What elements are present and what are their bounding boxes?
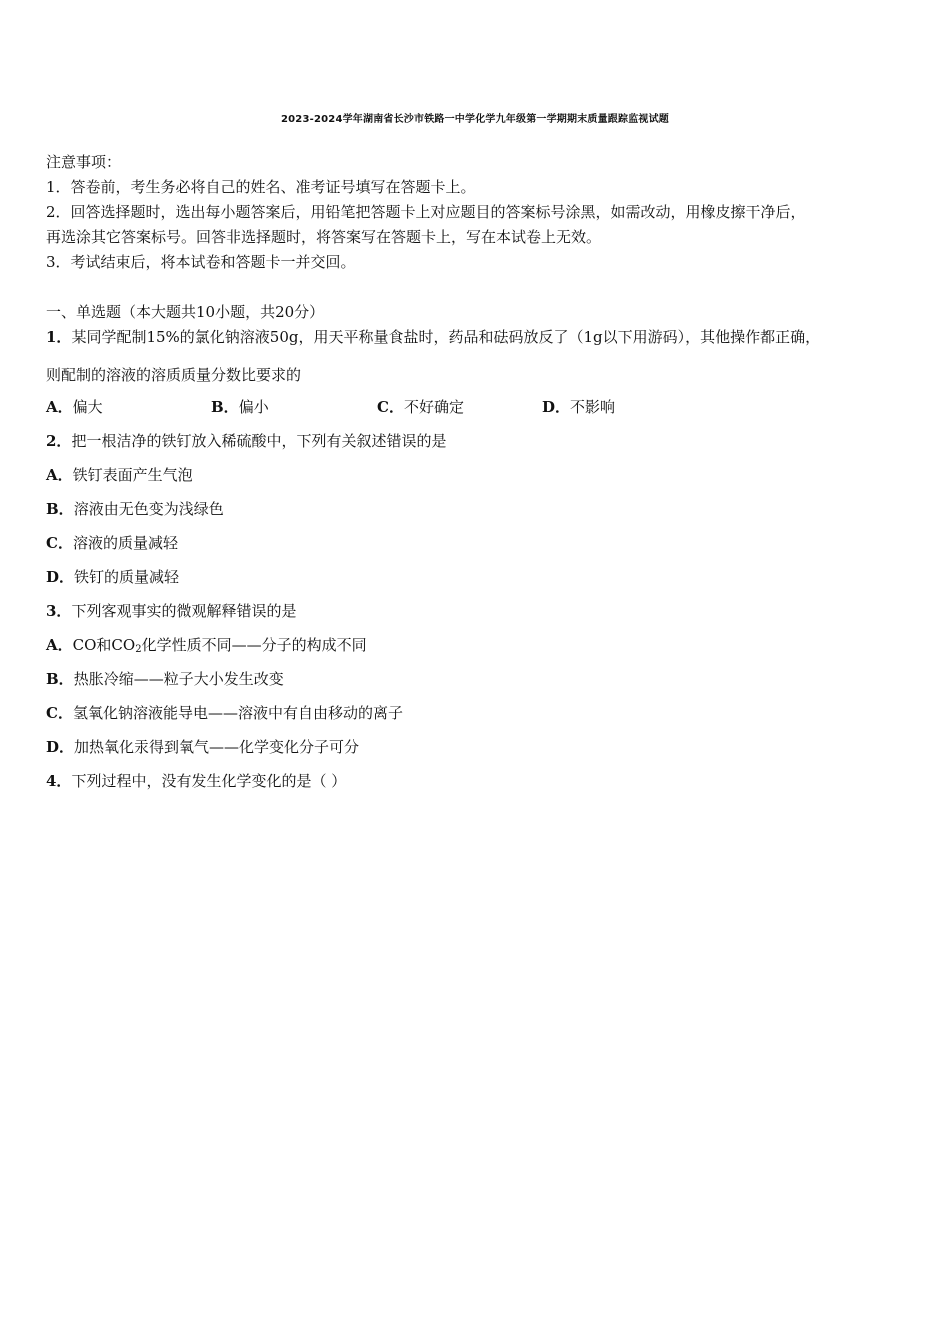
q3-option-c [46,703,403,723]
option-text: 加热氧化汞得到氧气——化学变化分子可分 [74,738,360,756]
question-text: 把一根洁净的铁钉放入稀硫酸中，下列有关叙述错误的是 [71,432,447,450]
question-number: 2． [46,432,72,450]
option-letter: A． [46,636,73,654]
option-text: 不影响 [570,398,616,416]
q3-option-a [46,635,367,660]
option-letter: C． [46,704,73,722]
option-letter: D． [542,398,571,416]
option-text: 氢氧化钠溶液能导电——溶液中有自由移动的离子 [72,704,403,722]
option-text-before: CO和CO [72,636,136,654]
option-letter: A． [46,398,73,416]
option-text-after: 化学性质不同——分子的构成不同 [141,636,367,654]
option-letter: B． [46,670,74,688]
option-text: 铁钉的质量减轻 [74,568,180,586]
question-4-stem [46,771,346,791]
q3-option-b [46,669,284,689]
question-number: 3． [46,602,72,620]
section-heading: 一、单选题（本大题共10小题，共20分） [46,303,325,321]
notice-item-3: 3．考试结束后，将本试卷和答题卡一并交回。 [46,253,356,271]
question-number: 4． [46,772,72,790]
option-letter: A． [46,466,73,484]
question-text: 下列客观事实的微观解释错误的是 [71,602,297,620]
option-text: 热胀冷缩——粒子大小发生改变 [73,670,284,688]
page-title: 2023-2024学年湖南省长沙市铁路一中学化学九年级第一学期期末质量跟踪监视试题 [280,114,669,125]
option-text: 不好确定 [403,398,464,416]
option-letter: B． [211,398,239,416]
option-subscript: 2 [135,644,142,655]
q2-option-b [46,499,224,519]
q1-option-d [542,397,615,417]
option-text: 溶液的质量减轻 [72,534,178,552]
q1-option-b [211,397,269,417]
notice-heading: 注意事项： [46,153,122,171]
option-text: 溶液由无色变为浅绿色 [73,500,224,518]
question-1-stem [46,327,820,347]
option-letter: D． [46,738,75,756]
option-letter: C． [377,398,404,416]
question-3-stem [46,601,296,621]
question-1-stem-cont: 则配制的溶液的溶质质量分数比要求的 [46,366,302,384]
notice-item-2: 2．回答选择题时，选出每小题答案后，用铅笔把答题卡上对应题目的答案标号涂黑，如需改动，用橡皮擦干净后， [46,203,806,221]
q3-option-d [46,737,359,757]
question-number: 1． [46,328,72,346]
q1-option-c [377,397,464,417]
q1-option-a [46,397,103,417]
q2-option-a [46,465,193,485]
notice-item-2-cont: 再选涂其它答案标号。回答非选择题时，将答案写在答题卡上，写在本试卷上无效。 [46,228,602,246]
q2-option-c [46,533,178,553]
q2-option-d [46,567,179,587]
option-letter: D． [46,568,75,586]
option-text: 偏大 [72,398,103,416]
notice-item-1: 1．答卷前，考生务必将自己的姓名、准考证号填写在答题卡上。 [46,178,476,196]
option-text: 偏小 [238,398,269,416]
option-text: 铁钉表面产生气泡 [72,466,193,484]
question-2-stem [46,431,446,451]
option-letter: C． [46,534,73,552]
question-text: 某同学配制15%的氯化钠溶液50g，用天平称量食盐时，药品和砝码放反了（1g以下用游码），其他操作都正确， [71,328,821,346]
option-letter: B． [46,500,74,518]
question-text: 下列过程中，没有发生化学变化的是（ ） [71,772,347,790]
